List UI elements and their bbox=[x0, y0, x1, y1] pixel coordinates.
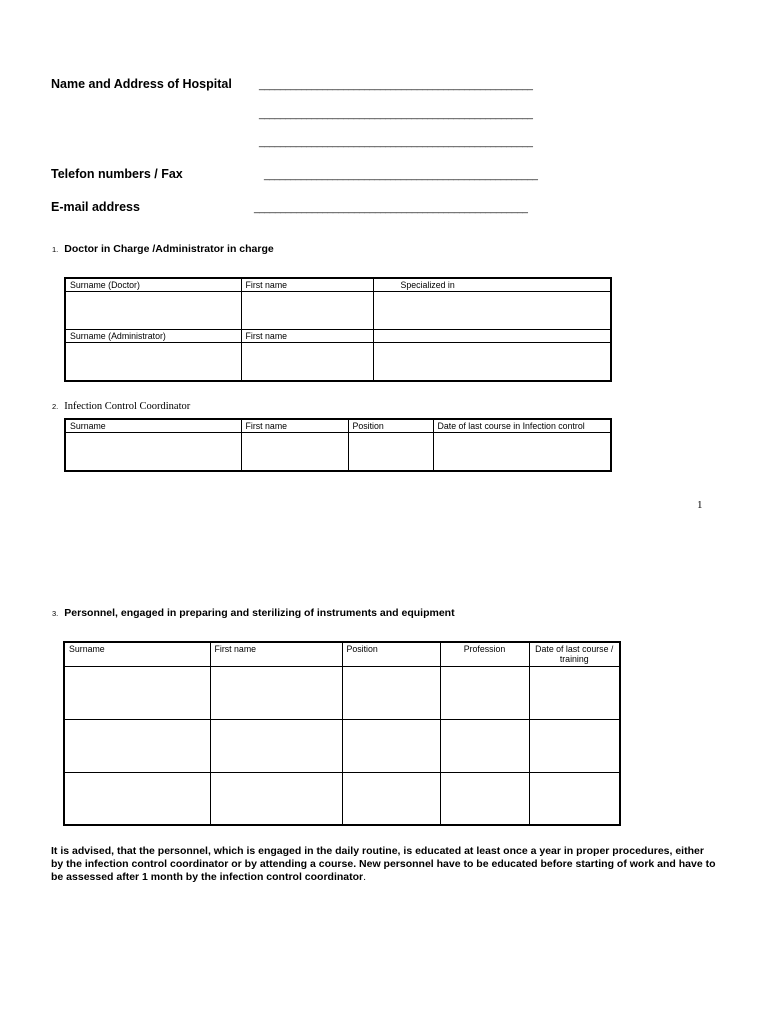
header-first-name-admin: First name bbox=[241, 330, 373, 343]
header-surname: Surname bbox=[64, 642, 210, 666]
header-first-name: First name bbox=[210, 642, 342, 666]
email-label: E-mail address bbox=[51, 200, 140, 214]
cell-first-name-doctor[interactable] bbox=[241, 292, 373, 330]
phone-label: Telefon numbers / Fax bbox=[51, 167, 183, 181]
header-surname: Surname bbox=[65, 419, 241, 433]
table-cell[interactable] bbox=[64, 772, 210, 825]
header-surname-admin: Surname (Administrator) bbox=[65, 330, 241, 343]
section1-heading bbox=[52, 243, 274, 255]
section3-heading bbox=[52, 607, 455, 619]
cell-specialized-in[interactable] bbox=[373, 292, 611, 330]
infection-coordinator-table bbox=[64, 418, 612, 472]
cell-surname-admin[interactable] bbox=[65, 343, 241, 381]
table-cell[interactable] bbox=[529, 772, 620, 825]
table-cell[interactable] bbox=[342, 666, 440, 719]
cell-surname-doctor[interactable] bbox=[65, 292, 241, 330]
hospital-label: Name and Address of Hospital bbox=[51, 77, 232, 91]
email-blank[interactable]: ____________________________________________________ bbox=[254, 203, 528, 214]
training-note-text: It is advised, that the personnel, which is engaged in the daily routine, is educated at least once a year in proper procedures, either by the infection control coordinator or by attending a course. New personnel have to be educated before starting of work and have to be assessed after 1 month by the infection control coordinator bbox=[51, 845, 716, 883]
section3-number: 3. bbox=[52, 609, 59, 618]
page-number: 1 bbox=[697, 499, 703, 511]
cell-admin-extra[interactable] bbox=[373, 343, 611, 381]
training-note bbox=[51, 845, 717, 884]
hospital-blank-2[interactable]: ____________________________________________________ bbox=[259, 109, 533, 120]
header-position: Position bbox=[348, 419, 433, 433]
section2-number: 2. bbox=[52, 402, 59, 411]
table-cell[interactable] bbox=[210, 772, 342, 825]
section3-title: Personnel, engaged in preparing and sterilizing of instruments and equipment bbox=[64, 607, 455, 619]
table-cell[interactable] bbox=[342, 772, 440, 825]
table-cell[interactable] bbox=[210, 666, 342, 719]
phone-blank[interactable]: ____________________________________________________ bbox=[264, 170, 538, 181]
header-position: Position bbox=[342, 642, 440, 666]
personnel-table bbox=[63, 641, 621, 826]
header-first-name: First name bbox=[241, 419, 348, 433]
cell-date-last-course[interactable] bbox=[433, 433, 611, 471]
table-cell[interactable] bbox=[210, 719, 342, 772]
cell-surname[interactable] bbox=[65, 433, 241, 471]
doctor-admin-table bbox=[64, 277, 612, 382]
section2-heading bbox=[52, 400, 190, 412]
table-cell[interactable] bbox=[440, 719, 529, 772]
section1-number: 1. bbox=[52, 245, 59, 254]
cell-first-name-admin[interactable] bbox=[241, 343, 373, 381]
header-surname-doctor: Surname (Doctor) bbox=[65, 278, 241, 292]
hospital-blank-3[interactable]: ____________________________________________________ bbox=[259, 137, 533, 148]
header-date-last-course: Date of last course in Infection control bbox=[433, 419, 611, 433]
table-cell[interactable] bbox=[440, 772, 529, 825]
hospital-blank-1[interactable]: ____________________________________________________ bbox=[259, 80, 533, 91]
header-empty bbox=[373, 330, 611, 343]
section1-title: Doctor in Charge /Administrator in charge bbox=[64, 243, 274, 255]
section2-title: Infection Control Coordinator bbox=[64, 401, 191, 412]
header-specialized-in: Specialized in bbox=[373, 278, 611, 292]
table-cell[interactable] bbox=[64, 666, 210, 719]
table-cell[interactable] bbox=[440, 666, 529, 719]
training-note-period: . bbox=[363, 871, 367, 883]
table-cell[interactable] bbox=[342, 719, 440, 772]
header-date-last-course-training: Date of last course / training bbox=[529, 642, 620, 666]
cell-first-name[interactable] bbox=[241, 433, 348, 471]
header-first-name: First name bbox=[241, 278, 373, 292]
table-cell[interactable] bbox=[529, 666, 620, 719]
table-cell[interactable] bbox=[64, 719, 210, 772]
table-cell[interactable] bbox=[529, 719, 620, 772]
header-profession: Profession bbox=[440, 642, 529, 666]
cell-position[interactable] bbox=[348, 433, 433, 471]
